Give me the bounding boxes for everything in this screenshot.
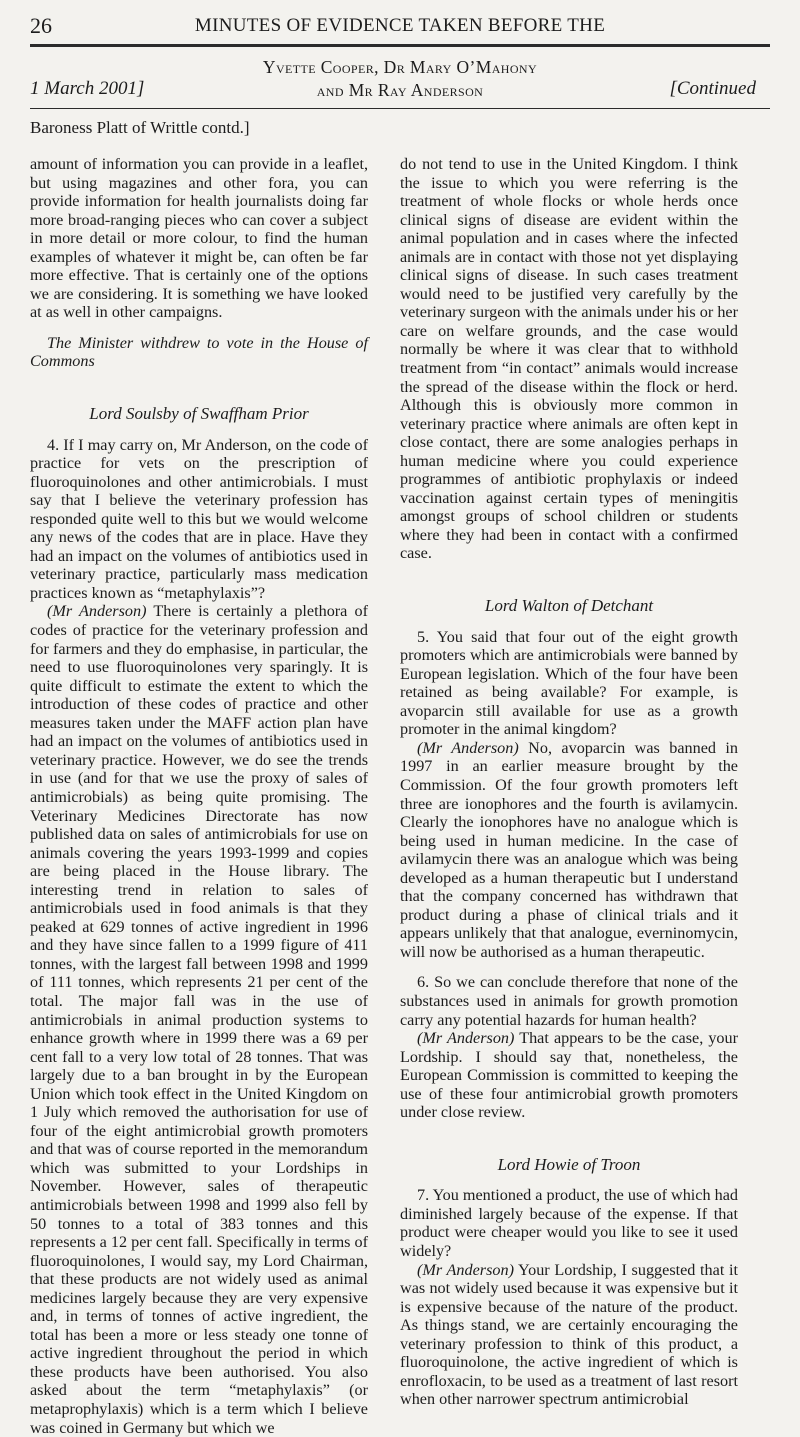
questioner-heading: Lord Howie of Troon: [497, 1154, 641, 1174]
header-rule: [30, 44, 770, 47]
continued-label: [Continued: [669, 78, 756, 99]
speaker-label: (Mr Anderson): [417, 1029, 515, 1048]
answer-4: [30, 602, 368, 1437]
left-column: [30, 155, 368, 1437]
questioner-heading: Lord Soulsby of Swaffham Prior: [89, 404, 309, 424]
answer-7: [400, 1261, 738, 1409]
questioner-heading: Lord Walton of Detchant: [484, 596, 654, 616]
question-5: 5. You said that four out of the eight growth promoters which are antimicrobials were banned by European legislation. Which of the four have been retained as being available? For example, is avoparcin still available for use as a growth promoter in the animal kingdom?: [400, 627, 738, 739]
witnesses-line-2: and Mr Ray Anderson: [316, 80, 484, 100]
question-7: 7. You mentioned a product, the use of which had diminished largely because of the expense. If that product were cheaper would you like to see it used widely?: [400, 1186, 738, 1260]
answer-text: No, avoparcin was banned in 1997 in an earlier measure brought by the Commission. Of the four growth promoters left three are ionophores and the fourth is avilamycin. Clearly the ionophores have no analogue which is being used in human medicine. In the case of avilamycin there was an analogue which was being developed as a human therapeutic but I understand that the company concerned has withdrawn that product during a phase of clinical trials and it appears unlikely that that analogue, everninomycin, will now be authorised as a human therapeutic.: [400, 738, 738, 961]
answer-text: Your Lordship, I suggested that it was not widely used because it was expensive but it is expensive because of the nature of the product. As things stand, we are certainly encouraging the veterinary profession to think of this product, a fluoroquinolone, the active ingredient of which is enrofloxacin, to be used as a treatment of last resort when other narrower spectrum antimicrobial: [400, 1260, 738, 1409]
stage-direction: The Minister withdrew to vote in the House of Commons: [30, 333, 368, 371]
subheader-rule: [30, 108, 770, 109]
question-6: 6. So we can conclude therefore that none of the substances used in animals for growth promotion carry any potential hazards for human health?: [400, 973, 738, 1029]
running-title: MINUTES OF EVIDENCE TAKEN BEFORE THE: [194, 15, 606, 36]
witness-list: [200, 56, 600, 102]
answer-6: [400, 1029, 738, 1122]
answer-text: There is certainly a plethora of codes of practice for the veterinary profession and for farmers and they do emphasise, in particular, the need to use fluoroquinolones very sparingly. It is quite difficult to estimate the extent to which the introduction of these codes of practice and other measures taken under the MAFF action plan have had an impact on the volumes of antibiotics used in veterinary practice. However, we do see the trends in use (and for that we use the proxy of sales of antimicrobials) as being quite promising. The Veterinary Medicines Directorate has now published data on sales of antimicrobials for use on animals covering the years 1993-1999 and copies are being placed in the House library. The interesting trend in relation to sales of antimicrobials used in food animals is that they peaked at 629 tonnes of active ingredient in 1996 and they have since fallen to a 1999 figure of 411 tonnes, with the largest fall between 1998 and 1999 of 111 tonnes, which represents 21 per cent of the total. The major fall was in the use of antimicrobials in animal production systems to enhance growth where in 1999 there was a 69 per cent fall to a very low total of 28 tonnes. That was largely due to a ban brought in by the European Union which took effect in the United Kingdom on 1 July which removed the authorisation for use of four of the eight antimicrobial growth promoters and that was of course reported in the memorandum which was submitted to your Lordships in November. However, sales of therapeutic antimicrobials between 1998 and 1999 also fell by 50 tonnes to a total of 383 tonnes and this represents a 12 per cent fall. Specifically in terms of fluoroquinolones, I would say, my Lord Chairman, that these products are not widely used as animal medicines largely because they are very expensive and, in terms of tonnes of active ingredient, the total has been a more or less steady one tonne of active ingredient throughout the period in which these products have been authorised. You also asked about the term “metaphylaxis” (or metaprophylaxis) which is a term which I believe was coined in Germany but which we: [30, 602, 369, 1437]
page-number: 26: [30, 13, 52, 38]
hearing-date: 1 March 2001]: [30, 78, 145, 99]
paragraph: do not tend to use in the United Kingdom. I think the issue to which you were referring is the treatment of whole flocks or whole herds once clinical signs of disease are evident within the animal population and in cases where the infected animals are in contact with those not yet displaying clinical signs of disease. In such cases treatment would need to be justified very carefully by the veterinary surgeon with the animals under his or her care on welfare grounds, and the case would normally be where it was clear that to withhold treatment from “in contact” animals would increase the spread of the disease within the flock or herd. Although this is obviously more common in veterinary practice where animals are often kept in close contact, there are some analogies perhaps in human medicine where you could experience programmes of antibiotic prophylaxis or indeed vaccination against certain types of meningitis amongst groups of school children or students where they had been in contact with a confirmed case.: [400, 155, 738, 563]
speaker-label: (Mr Anderson): [47, 602, 147, 621]
witnesses-line-1: Yvette Cooper, Dr Mary O’Mahony: [262, 57, 538, 77]
speaker-label: (Mr Anderson): [417, 738, 519, 757]
answer-5: [400, 739, 738, 962]
answer-text: That appears to be the case, your Lordship. I should say that, nonetheless, the European Commission is committed to keeping the use of these four antimicrobial growth promoters under close review.: [400, 1029, 738, 1122]
speaker-label: (Mr Anderson): [417, 1260, 514, 1279]
paragraph: amount of information you can provide in a leaflet, but using magazines and other fora, you can provide information for health journalists doing far more broad-ranging pieces who can cover a subject in more detail or more colour, to find the human examples of whatever it might be, can often be far more effective. That is certainly one of the options we are considering. It is something we have looked at as well in other campaigns.: [30, 155, 368, 322]
questioner-continued: Baroness Platt of Writtle contd.]: [30, 118, 250, 137]
question-4: 4. If I may carry on, Mr Anderson, on the code of practice for vets on the prescription of fluoroquinolones and other antimicrobials. I must say that I believe the veterinary profession has responded quite well to this but we would welcome any news of the codes that are in place. Have they had an impact on the volumes of antibiotics used in veterinary practice, particularly mass medication practices known as “metaphylaxis”?: [30, 435, 368, 602]
right-column: [400, 155, 738, 1409]
